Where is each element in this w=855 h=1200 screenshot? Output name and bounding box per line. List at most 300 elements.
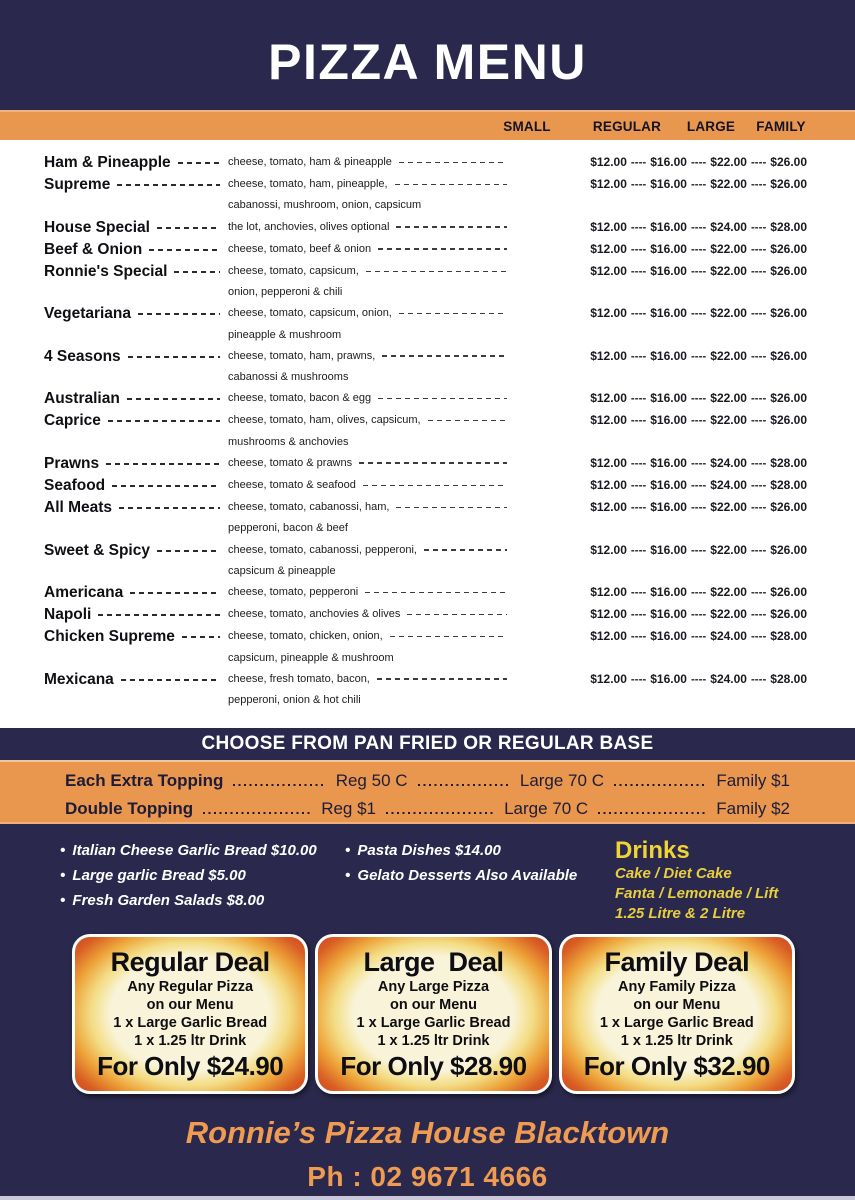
price-value: $26.00 [770, 391, 807, 406]
price-separator [747, 626, 770, 648]
deal-line: 1 x 1.25 ltr Drink [134, 1033, 247, 1049]
price-value: $12.00 [590, 391, 627, 406]
item-description-cell [228, 217, 515, 238]
dash-leader [117, 184, 220, 186]
item-description-line1 [228, 453, 515, 474]
deal-line: 1 x 1.25 ltr Drink [377, 1033, 490, 1049]
item-name-cell [44, 174, 228, 195]
item-description: cheese, tomato, ham, olives, capsicum, [228, 414, 421, 427]
item-name-cell [44, 152, 228, 173]
item-prices [515, 303, 807, 325]
dash-leader [395, 184, 507, 186]
drinks-line: Cake / Diet Cake [615, 865, 732, 882]
price-separator [687, 261, 710, 283]
price-separator [687, 239, 710, 261]
dash-leader [121, 679, 220, 681]
price-separator [627, 303, 650, 325]
deal-price: For Only $28.90 [340, 1051, 527, 1081]
price-separator [627, 217, 650, 239]
price-separator [687, 604, 710, 626]
deal-line: on our Menu [146, 997, 234, 1013]
topping-price-large: Large 70 C [519, 770, 604, 790]
menu-items [0, 140, 855, 728]
item-description-cell [228, 174, 515, 216]
item-description: cheese, tomato & prawns [228, 456, 353, 469]
menu-item-row [44, 604, 807, 626]
item-prices [515, 346, 807, 368]
item-name-cell [44, 217, 228, 238]
price-separator [687, 540, 710, 562]
drinks-lines [615, 864, 795, 924]
item-name: Vegetariana [44, 305, 132, 323]
price-separator [687, 303, 710, 325]
price-value: $28.00 [770, 219, 807, 234]
price-value: $22.00 [710, 391, 747, 406]
price-separator [747, 174, 770, 196]
price-value: $12.00 [590, 177, 627, 192]
dash-leader [377, 678, 507, 680]
item-description-line1 [228, 303, 515, 324]
item-description: cheese, tomato, ham, prawns, [228, 349, 376, 362]
price-value: $24.00 [710, 219, 747, 234]
item-name-cell [44, 604, 228, 625]
item-description-line1 [228, 217, 515, 238]
item-name: Ham & Pineapple [44, 154, 171, 171]
price-value: $16.00 [650, 478, 687, 493]
price-value: $16.00 [650, 264, 687, 279]
dash-leader [382, 355, 507, 357]
price-separator [747, 540, 770, 562]
item-name: House Special [44, 218, 150, 236]
page-title: PIZZA MENU [268, 34, 587, 90]
item-name: Ronnie's Special [44, 263, 168, 281]
dash-leader [366, 271, 507, 273]
item-name-cell [44, 582, 228, 603]
item-prices [515, 582, 807, 604]
price-separator [687, 217, 710, 239]
item-description-cell [228, 346, 515, 388]
side-item: • Large garlic Bread $5.00 [60, 863, 345, 888]
price-separator [627, 261, 650, 283]
item-description-cell [228, 453, 515, 474]
item-description-line2: pepperoni, onion & hot chili [228, 694, 361, 707]
extra-toppings-band [0, 760, 855, 824]
price-separator [627, 669, 650, 691]
side-item: • Gelato Desserts Also Available [345, 863, 615, 888]
dash-leader [396, 226, 507, 228]
price-value: $16.00 [650, 177, 687, 192]
item-description-cell [228, 303, 515, 345]
deal-price: For Only $32.90 [583, 1051, 770, 1081]
item-description-line2: onion, pepperoni & chili [228, 286, 343, 299]
dash-leader [138, 313, 220, 315]
dash-leader [157, 550, 220, 552]
price-value: $26.00 [770, 241, 807, 256]
price-separator [687, 388, 710, 410]
item-prices [515, 152, 807, 174]
item-description-line1 [228, 152, 515, 173]
item-prices [515, 410, 807, 432]
dash-leader [112, 485, 220, 487]
item-prices [515, 540, 807, 562]
item-prices [515, 475, 807, 497]
menu-item-row [44, 410, 807, 452]
item-description-cell [228, 152, 515, 173]
price-separator [747, 152, 770, 174]
menu-item-row [44, 346, 807, 388]
deal-title: Large Deal [363, 947, 504, 977]
dash-leader [157, 227, 220, 229]
price-value: $28.00 [770, 629, 807, 644]
item-description-line1 [228, 239, 515, 260]
item-description-line2: cabanossi & mushrooms [228, 371, 349, 384]
price-value: $22.00 [710, 500, 747, 515]
price-separator [687, 152, 710, 174]
price-separator [687, 475, 710, 497]
item-name: Beef & Onion [44, 240, 143, 258]
dash-leader [359, 462, 507, 464]
menu-item-row [44, 388, 807, 410]
price-separator [747, 346, 770, 368]
price-separator [747, 410, 770, 432]
price-value: $12.00 [590, 607, 627, 622]
item-name: Australian [44, 390, 120, 408]
price-separator [627, 475, 650, 497]
dash-leader [428, 420, 507, 422]
item-description-line1 [228, 604, 515, 625]
menu-item-row [44, 174, 807, 216]
item-description-line2: capsicum, pineapple & mushroom [228, 651, 394, 664]
price-value: $12.00 [590, 671, 627, 686]
dash-leader [106, 463, 220, 465]
price-value: $12.00 [590, 500, 627, 515]
price-value: $16.00 [650, 155, 687, 169]
price-value: $26.00 [770, 264, 807, 279]
price-value: $16.00 [650, 629, 687, 644]
item-description-cell [228, 410, 515, 452]
price-value: $16.00 [650, 455, 687, 470]
menu-item-row [44, 497, 807, 539]
dash-leader [390, 636, 507, 638]
size-column-family: FAMILY [756, 119, 806, 134]
price-value: $12.00 [590, 629, 627, 644]
item-description-line1 [228, 475, 515, 496]
price-value: $12.00 [590, 413, 627, 428]
item-name: Caprice [44, 412, 101, 430]
item-name: Seafood [44, 477, 106, 495]
item-prices [515, 388, 807, 410]
item-description-line1 [228, 540, 515, 561]
price-separator [687, 582, 710, 604]
price-separator [747, 669, 770, 691]
dash-leader [108, 420, 220, 422]
menu-item-row [44, 582, 807, 604]
price-value: $16.00 [650, 348, 687, 363]
price-value: $26.00 [770, 542, 807, 557]
price-value: $22.00 [710, 348, 747, 363]
price-value: $28.00 [770, 455, 807, 470]
dot-leader [203, 812, 311, 814]
deal-line: Any Large Pizza [377, 979, 490, 995]
item-description-line2: capsicum & pineapple [228, 564, 336, 577]
item-description: cheese, tomato, anchovies & olives [228, 608, 401, 621]
item-description-cell [228, 497, 515, 539]
item-name-cell [44, 540, 228, 561]
price-value: $16.00 [650, 500, 687, 515]
price-value: $12.00 [590, 241, 627, 256]
dot-leader [418, 784, 510, 786]
item-name: Sweet & Spicy [44, 541, 150, 559]
item-description: cheese, tomato & seafood [228, 479, 356, 492]
price-separator [687, 174, 710, 196]
menu-item-row [44, 303, 807, 345]
item-name-cell [44, 239, 228, 260]
item-description: cheese, tomato, capsicum, onion, [228, 307, 392, 320]
drinks-line: 1.25 Litre & 2 Litre [615, 905, 746, 922]
item-description-cell [228, 582, 515, 603]
item-prices [515, 261, 807, 283]
dot-leader [233, 784, 325, 786]
dash-leader [119, 507, 220, 509]
item-description-line2: mushrooms & anchovies [228, 435, 349, 448]
topping-price-large: Large 70 C [504, 798, 589, 818]
price-value: $12.00 [590, 478, 627, 493]
price-separator [627, 239, 650, 261]
drinks-title: Drinks [615, 837, 690, 864]
price-value: $26.00 [770, 306, 807, 321]
dash-leader [178, 162, 220, 164]
price-value: $22.00 [710, 585, 747, 600]
price-value: $22.00 [710, 413, 747, 428]
item-prices [515, 604, 807, 626]
price-separator [687, 626, 710, 648]
price-separator [627, 174, 650, 196]
price-separator [627, 346, 650, 368]
item-prices [515, 217, 807, 239]
deal-lines [79, 978, 301, 1050]
price-separator [627, 453, 650, 475]
price-separator [747, 239, 770, 261]
menu-item-row [44, 217, 807, 239]
item-name-cell [44, 303, 228, 324]
price-value: $26.00 [770, 585, 807, 600]
price-value: $22.00 [710, 607, 747, 622]
price-separator [747, 453, 770, 475]
price-value: $16.00 [650, 413, 687, 428]
menu-item-row [44, 540, 807, 582]
item-description-line1 [228, 669, 515, 690]
deal-card [315, 934, 551, 1094]
price-value: $22.00 [710, 542, 747, 557]
item-description-line1 [228, 346, 515, 367]
item-description-line1 [228, 582, 515, 603]
dash-leader [378, 248, 507, 250]
item-prices [515, 239, 807, 261]
price-value: $24.00 [710, 629, 747, 644]
item-description: cheese, tomato, ham, pineapple, [228, 178, 388, 191]
sides-column-1 [60, 838, 345, 924]
price-value: $12.00 [590, 155, 627, 169]
dash-leader [128, 356, 220, 358]
price-value: $24.00 [710, 671, 747, 686]
price-separator [627, 604, 650, 626]
item-description: cheese, tomato, capsicum, [228, 265, 359, 278]
price-value: $26.00 [770, 155, 807, 169]
item-description-line2: cabanossi, mushroom, onion, capsicum [228, 199, 422, 212]
size-column-regular: REGULAR [592, 119, 662, 134]
side-item: • Italian Cheese Garlic Bread $10.00 [60, 838, 345, 863]
deals-section [0, 924, 855, 1094]
price-value: $28.00 [770, 478, 807, 493]
topping-price-regular: Reg $1 [321, 798, 377, 818]
menu-item-row [44, 453, 807, 475]
item-prices [515, 453, 807, 475]
price-value: $16.00 [650, 391, 687, 406]
item-description-cell [228, 261, 515, 303]
item-description-line1 [228, 174, 515, 195]
deal-line: on our Menu [389, 997, 477, 1013]
item-description-cell [228, 475, 515, 496]
dash-leader [127, 398, 220, 400]
item-name-cell [44, 626, 228, 647]
size-column-header-band [0, 110, 855, 140]
dash-leader [182, 636, 220, 638]
price-separator [687, 410, 710, 432]
item-description: cheese, tomato, bacon & egg [228, 392, 372, 405]
price-value: $22.00 [710, 155, 747, 169]
price-separator [687, 669, 710, 691]
footer [0, 1094, 855, 1200]
deal-title: Regular Deal [110, 947, 270, 977]
item-prices [515, 669, 807, 691]
size-column-small: SMALL [503, 119, 551, 134]
item-description: cheese, fresh tomato, bacon, [228, 672, 370, 685]
item-description: cheese, tomato, cabanossi, ham, [228, 501, 390, 514]
price-value: $12.00 [590, 585, 627, 600]
price-value: $12.00 [590, 264, 627, 279]
price-separator [747, 497, 770, 519]
menu-item-row [44, 239, 807, 261]
item-name: 4 Seasons [44, 347, 121, 365]
topping-label: Double Topping [65, 798, 194, 818]
item-description-line1 [228, 388, 515, 409]
price-value: $16.00 [650, 585, 687, 600]
price-separator [747, 475, 770, 497]
dash-leader [174, 271, 220, 273]
sides-list-2 [345, 838, 615, 888]
deal-price: For Only $24.90 [97, 1051, 284, 1081]
base-choice-banner: CHOOSE FROM PAN FRIED OR REGULAR BASE [0, 728, 855, 760]
price-value: $22.00 [710, 241, 747, 256]
dash-leader [399, 162, 507, 164]
topping-price-regular: Reg 50 C [335, 770, 408, 790]
price-separator [747, 582, 770, 604]
price-value: $26.00 [770, 348, 807, 363]
topping-price-family: Family $1 [716, 770, 790, 790]
price-separator [747, 303, 770, 325]
price-value: $12.00 [590, 348, 627, 363]
sides-list-1 [60, 838, 345, 913]
topping-label: Each Extra Topping [65, 770, 224, 790]
price-value: $12.00 [590, 306, 627, 321]
header [0, 0, 855, 110]
item-description: cheese, tomato, cabanossi, pepperoni, [228, 543, 417, 556]
price-separator [627, 540, 650, 562]
price-separator [627, 410, 650, 432]
dot-leader [598, 812, 706, 814]
item-description-cell [228, 669, 515, 711]
item-name-cell [44, 346, 228, 367]
price-value: $16.00 [650, 219, 687, 234]
item-name-cell [44, 261, 228, 282]
topping-price-row [65, 796, 790, 822]
dash-leader [399, 313, 507, 315]
deal-card [559, 934, 795, 1094]
item-description: the lot, anchovies, olives optional [228, 220, 390, 233]
menu-item-row [44, 669, 807, 711]
price-separator [687, 453, 710, 475]
price-separator [747, 217, 770, 239]
deal-line: Any Regular Pizza [127, 979, 254, 995]
dash-leader [365, 592, 507, 594]
item-description: cheese, tomato, ham & pineapple [228, 156, 392, 168]
item-name-cell [44, 497, 228, 518]
side-item: • Pasta Dishes $14.00 [345, 838, 615, 863]
item-name-cell [44, 410, 228, 431]
topping-price-row [65, 768, 790, 794]
dash-leader [378, 398, 507, 400]
size-column-large: LARGE [686, 119, 736, 134]
price-value: $26.00 [770, 500, 807, 515]
dot-leader [614, 784, 706, 786]
deal-line: 1 x Large Garlic Bread [356, 1015, 511, 1031]
item-name: Chicken Supreme [44, 628, 175, 646]
extras-section [0, 824, 855, 924]
menu-item-row [44, 261, 807, 303]
price-value: $22.00 [710, 306, 747, 321]
dash-leader [98, 614, 220, 616]
price-separator [627, 152, 650, 174]
deal-card [72, 934, 308, 1094]
item-name: Supreme [44, 176, 111, 194]
price-separator [627, 582, 650, 604]
deal-line: 1 x Large Garlic Bread [599, 1015, 754, 1031]
price-separator [687, 346, 710, 368]
item-prices [515, 174, 807, 196]
price-value: $16.00 [650, 542, 687, 557]
deal-lines [566, 978, 788, 1050]
price-value: $22.00 [710, 177, 747, 192]
item-description-line2: pineapple & mushroom [228, 328, 342, 341]
item-prices [515, 497, 807, 519]
item-description: cheese, tomato, chicken, onion, [228, 630, 383, 643]
price-value: $24.00 [710, 455, 747, 470]
topping-price-family: Family $2 [716, 798, 790, 818]
menu-item-row [44, 152, 807, 174]
item-description-line1 [228, 261, 515, 282]
item-description-line2: pepperoni, bacon & beef [228, 522, 348, 535]
restaurant-name: Ronnie’s Pizza House Blacktown [185, 1115, 670, 1150]
price-value: $24.00 [710, 478, 747, 493]
price-value: $16.00 [650, 241, 687, 256]
item-name-cell [44, 669, 228, 690]
item-description: cheese, tomato, beef & onion [228, 242, 372, 255]
sides-column-2 [345, 838, 615, 924]
item-name: All Meats [44, 499, 113, 517]
drinks-line: Fanta / Lemonade / Lift [615, 885, 779, 902]
drinks-block [615, 838, 795, 924]
side-item: • Fresh Garden Salads $8.00 [60, 888, 345, 913]
